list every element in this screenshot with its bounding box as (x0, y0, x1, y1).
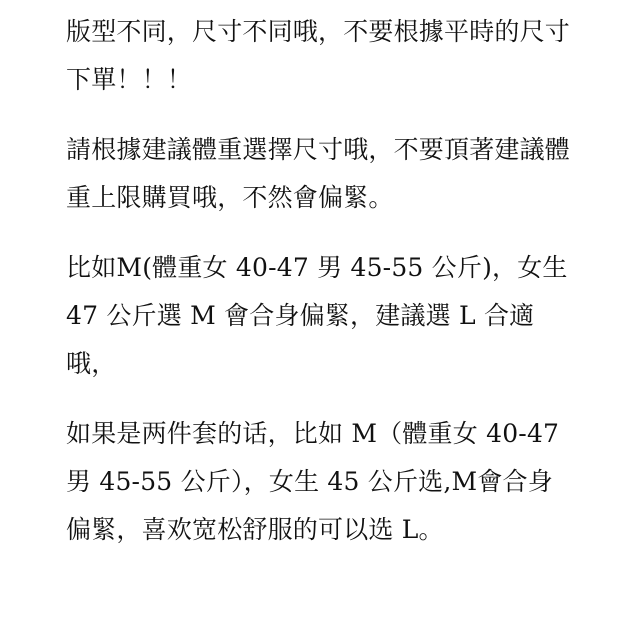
paragraph-sizing-warning: 版型不同，尺寸不同哦，不要根據平時的尺寸下單！！！ (66, 17, 571, 94)
paragraph-size-example-m: 比如M(體重女 40-47 男 45-55 公斤)，女生 47 公斤選 M 會合身偏緊，建議選 L 合適哦， (66, 253, 568, 378)
paragraph-two-piece-set-example: 如果是两件套的话，比如 M（體重女 40-47 男 45-55 公斤），女生 45 公斤选,M會合身偏緊，喜欢宽松舒服的可以选 L。 (66, 419, 560, 544)
paragraph-weight-recommendation: 請根據建議體重選擇尺寸哦，不要頂著建議體重上限購買哦，不然會偏緊。 (66, 135, 571, 212)
